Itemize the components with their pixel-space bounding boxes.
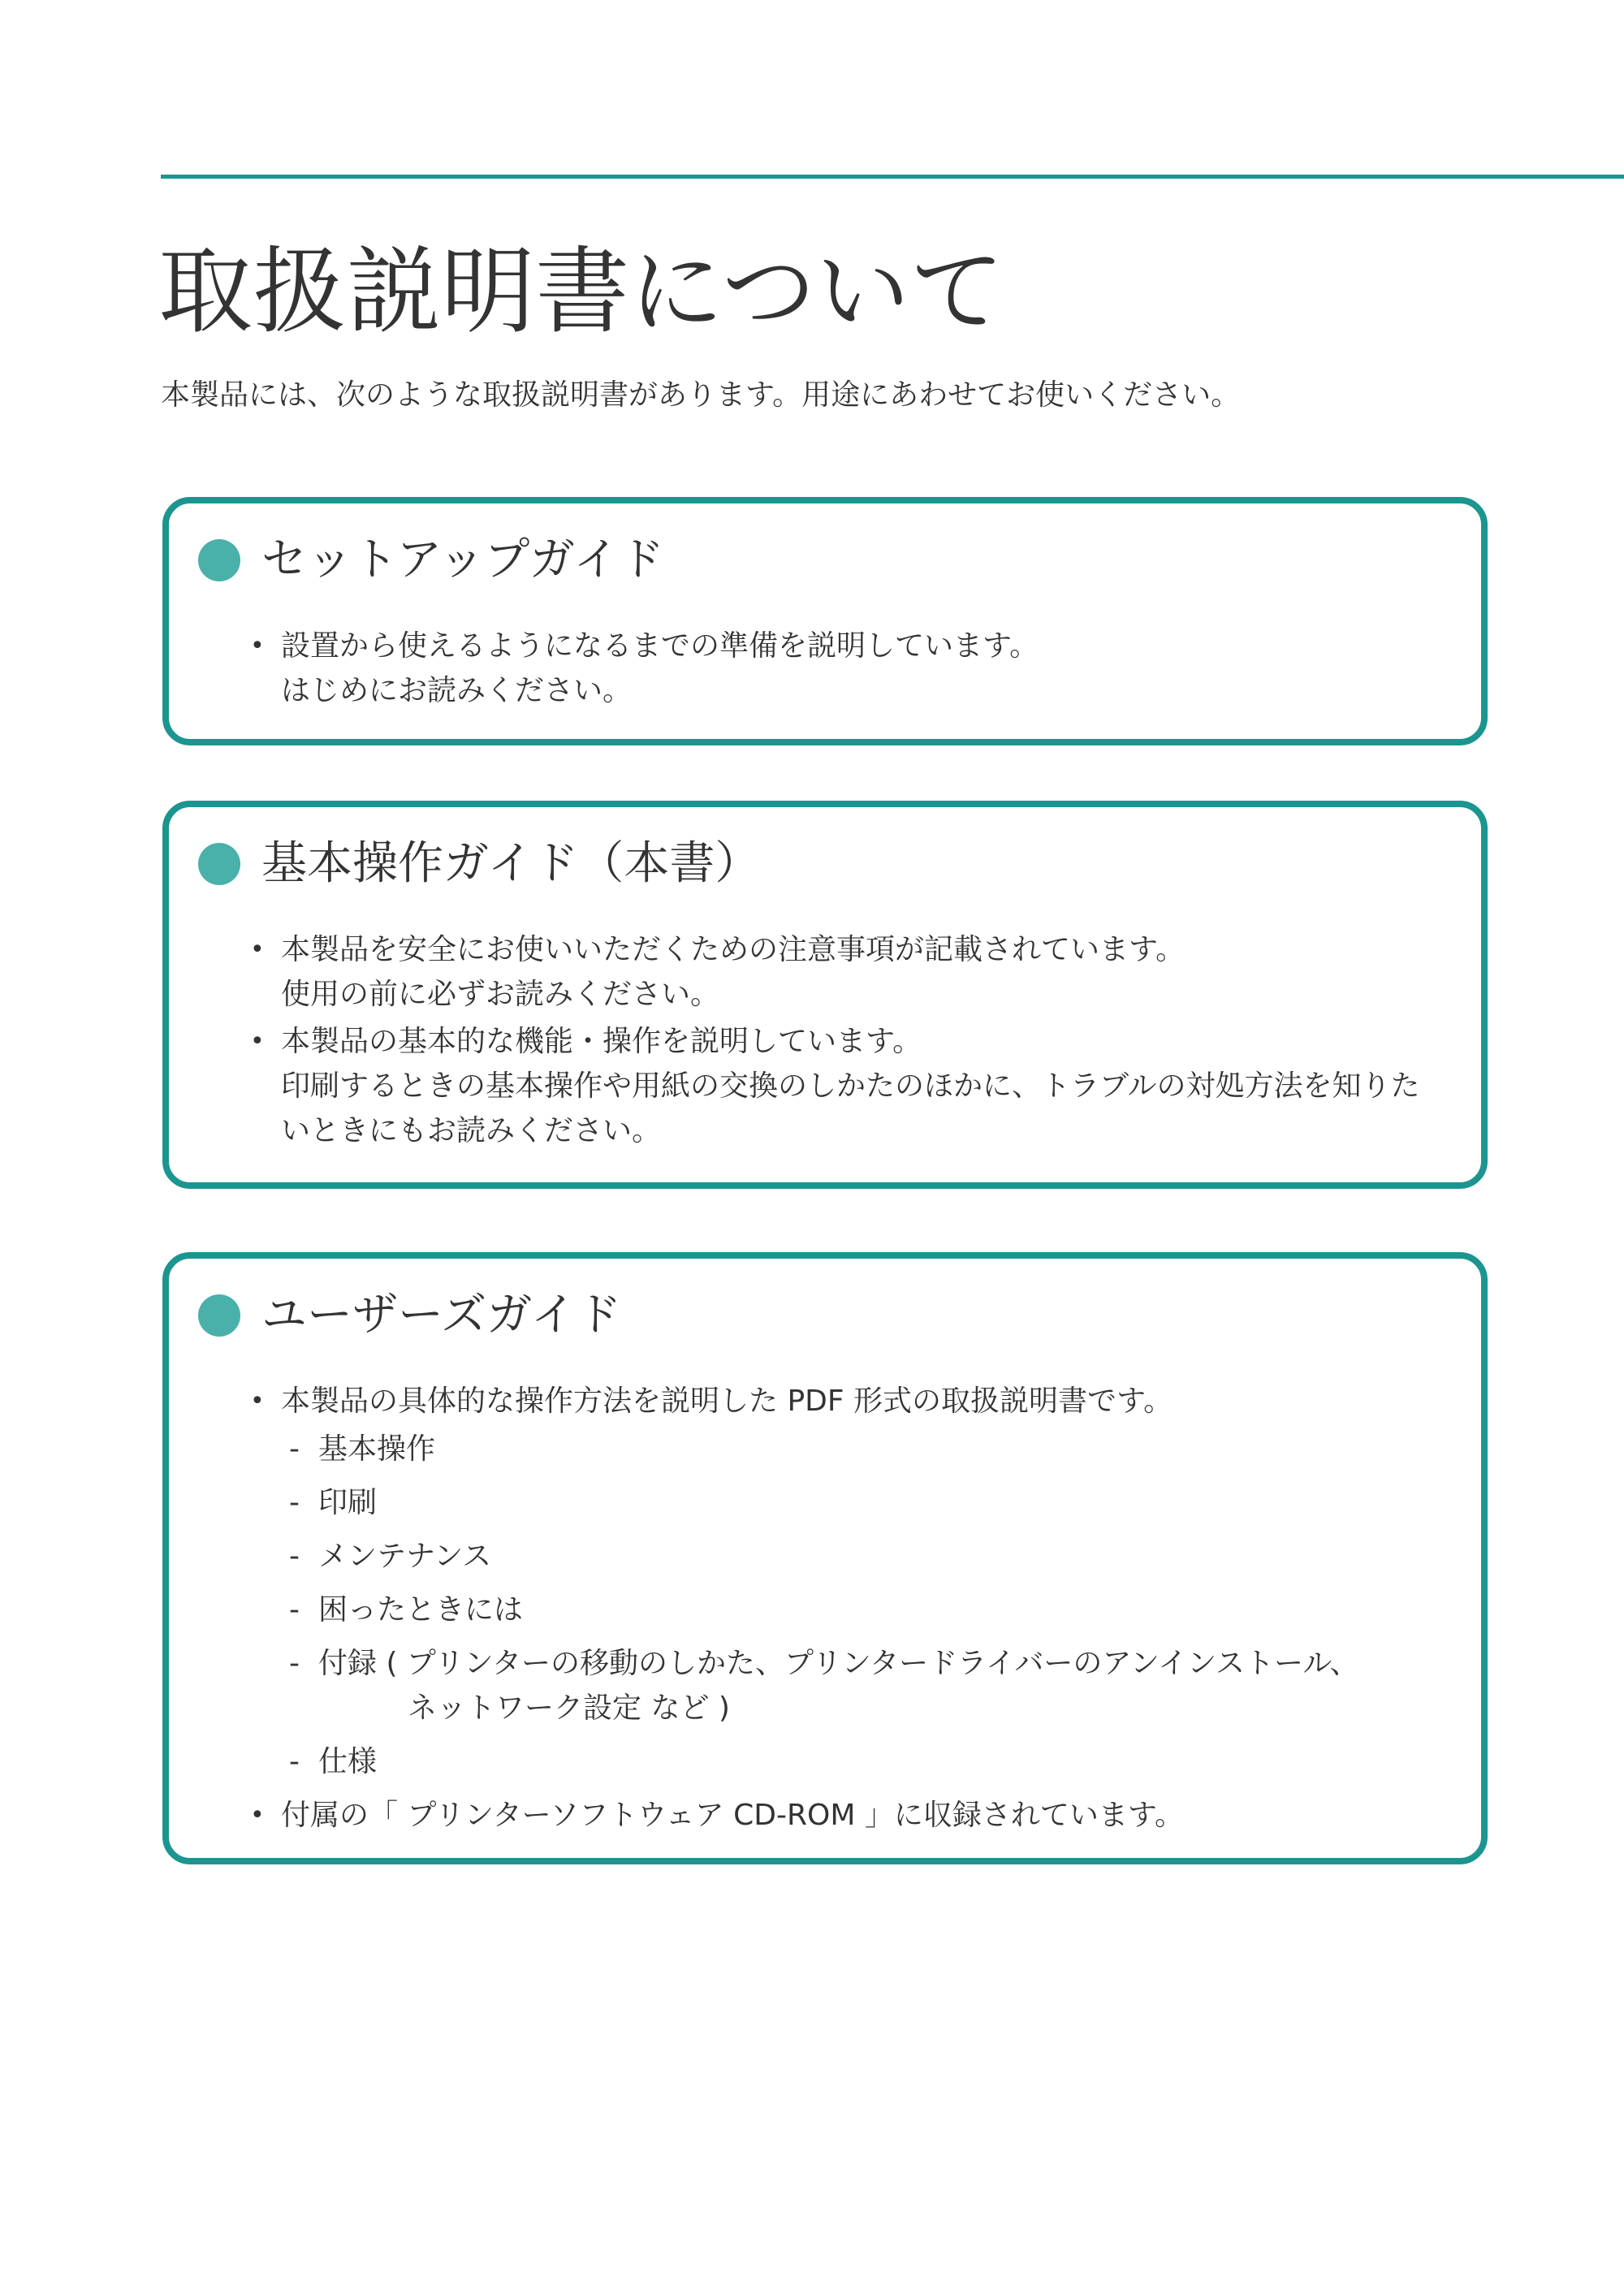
dash-icon: - <box>289 1593 300 1627</box>
chapter-label-continued: ネットワーク設定 など ) <box>408 1691 730 1725</box>
bullet-icon: • <box>250 935 265 964</box>
users-guide-card <box>162 1252 1488 1864</box>
basic-guide-list <box>250 927 1449 1156</box>
setup-guide-header <box>198 528 664 593</box>
dash-icon: - <box>289 1486 300 1519</box>
list-item <box>250 624 1449 713</box>
basic-guide-card <box>162 801 1488 1189</box>
item-line: 設置から使えるようになるまでの準備を説明しています。 <box>281 629 1039 663</box>
basic-guide-title: 基本操作ガイド（本書） <box>261 837 761 890</box>
dash-icon: - <box>289 1432 300 1466</box>
item-line: いときにもお読みください。 <box>281 1114 662 1147</box>
chapter-label: 印刷 <box>318 1486 378 1519</box>
circle-bullet-icon <box>198 539 240 581</box>
list-item <box>250 1793 1449 1838</box>
list-item <box>250 1019 1449 1153</box>
top-rule <box>161 175 1624 179</box>
item-line: 本製品の具体的な操作方法を説明した PDF 形式の取扱説明書です。 <box>281 1385 1173 1418</box>
chapter-label: 仕様 <box>318 1745 378 1778</box>
item-line: 印刷するときの基本操作や用紙の交換のしかたのほかに、トラブルの対処方法を知りた <box>281 1069 1420 1103</box>
circle-bullet-icon <box>198 1294 240 1337</box>
bullet-icon: • <box>250 1027 265 1056</box>
dash-icon: - <box>289 1647 300 1680</box>
chapter-item <box>281 1739 1449 1784</box>
chapter-label: 付録 ( プリンターの移動のしかた、プリンタードライバーのアンインストール、 <box>318 1647 1359 1680</box>
bullet-icon: • <box>250 632 265 660</box>
setup-guide-card <box>162 497 1488 745</box>
bullet-icon: • <box>250 1387 265 1415</box>
users-guide-title: ユーザーズガイド <box>261 1289 622 1341</box>
setup-guide-title: セットアップガイド <box>261 534 665 586</box>
page-title: 取扱説明書について <box>158 237 1004 347</box>
item-line: はじめにお読みください。 <box>281 674 633 707</box>
chapter-list <box>281 1427 1449 1784</box>
item-line: 本製品を安全にお使いいただくための注意事項が記載されています。 <box>281 933 1186 966</box>
intro-text: 本製品には、次のような取扱説明書があります。用途にあわせてお使いください。 <box>161 378 1241 412</box>
users-guide-header <box>198 1283 622 1348</box>
setup-guide-list <box>250 624 1449 715</box>
item-line: 本製品の基本的な機能・操作を説明しています。 <box>281 1025 922 1058</box>
circle-bullet-icon <box>198 843 240 885</box>
chapter-item <box>281 1427 1449 1471</box>
item-line: 付属の「 プリンターソフトウェア CD-ROM 」に収録されています。 <box>281 1799 1184 1832</box>
chapter-label: 困ったときには <box>318 1593 524 1627</box>
basic-guide-header <box>198 832 760 896</box>
chapter-item <box>281 1534 1449 1579</box>
item-line: 使用の前に必ずお読みください。 <box>281 978 720 1011</box>
list-item <box>250 1379 1449 1784</box>
bullet-icon: • <box>250 1801 265 1830</box>
chapter-item <box>281 1480 1449 1525</box>
list-item <box>250 927 1449 1017</box>
chapter-label: メンテナンス <box>318 1540 492 1573</box>
chapter-item <box>281 1641 1449 1730</box>
chapter-label: 基本操作 <box>318 1432 436 1466</box>
users-guide-list <box>250 1379 1449 1840</box>
chapter-item <box>281 1588 1449 1632</box>
dash-icon: - <box>289 1540 300 1573</box>
dash-icon: - <box>289 1745 300 1778</box>
